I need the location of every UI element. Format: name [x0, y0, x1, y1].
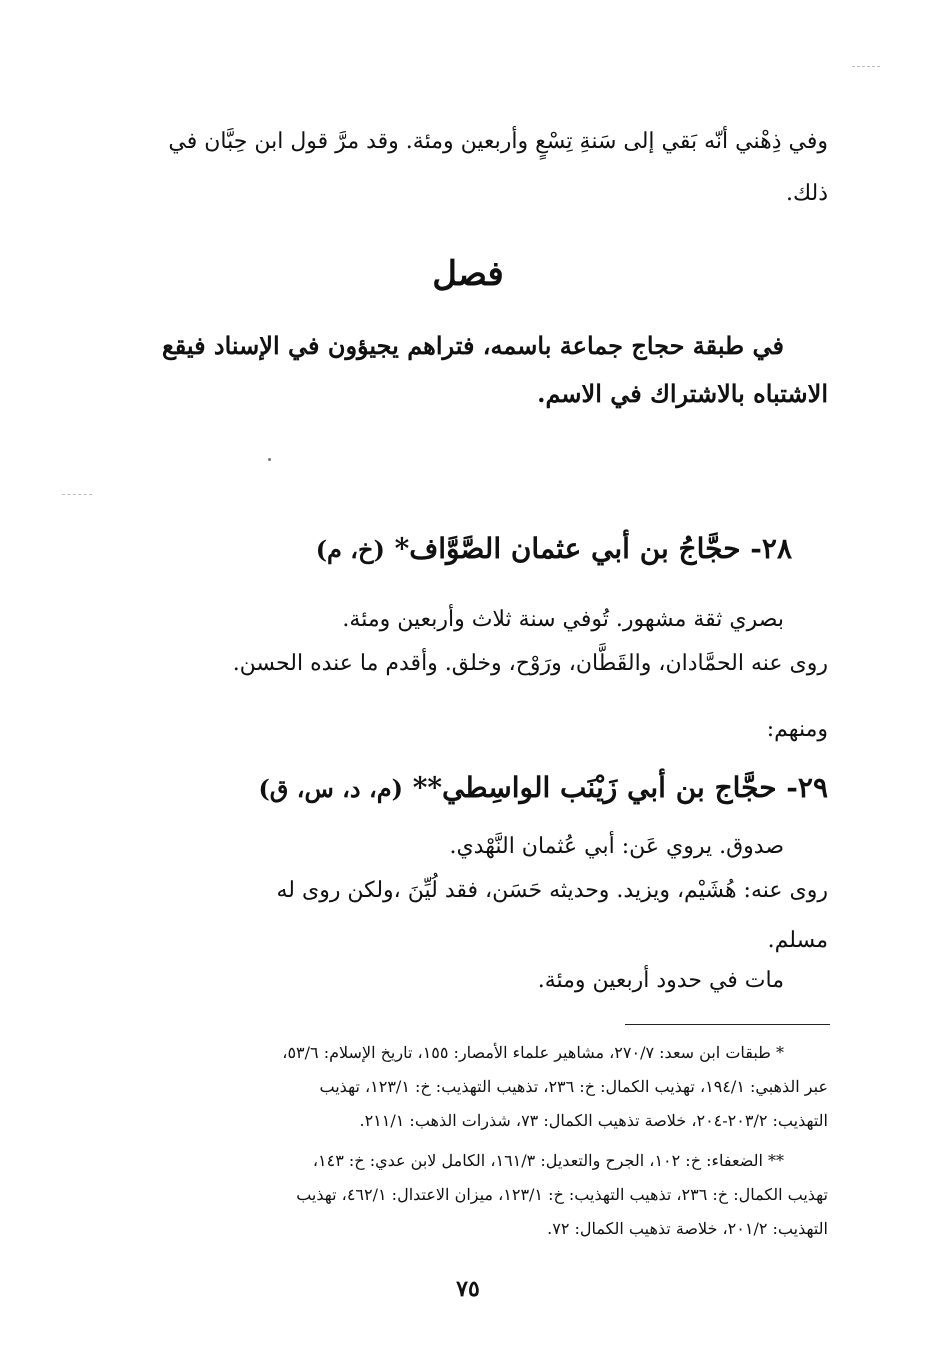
footnote-2-line2: تهذيب الكمال: خ: ٢٣٦، تذهيب التهذيب: خ: ١٢٣/١، ميزان الاعتدال: ٤٦٢/١، تهذيب	[296, 1185, 828, 1204]
entry-28-sigla: (خ، م)	[315, 535, 385, 564]
section-intro-line2: الاشتباه بالاشتراك في الاسم.	[537, 379, 828, 408]
entry-29-line4: مات في حدود أربعين ومئة.	[537, 968, 784, 993]
top-paragraph	[160, 116, 828, 220]
scan-dot	[268, 458, 271, 461]
entry-28-line2: روى عنه الحمَّادان، والقَطَّان، ورَوْح، وخلق. وأقدم ما عنده الحسن.	[232, 651, 828, 676]
section-intro-line1: في طبقة حجاج جماعة باسمه، فتراهم يجيؤون في الإسناد فيقع	[161, 331, 784, 360]
section-title: فصل	[432, 254, 504, 294]
footnote-1-line3: التهذيب: ٢٠٣/٢-٢٠٤، خلاصة تذهيب الكمال: ٧٣، شذرات الذهب: ٢١١/١.	[359, 1111, 828, 1130]
footnote-2-line3: التهذيب: ٢٠١/٢، خلاصة تذهيب الكمال: ٧٢.	[547, 1219, 828, 1238]
entry-28	[160, 527, 828, 684]
entry-28-title: ٢٨- حجَّاجُ بن أبي عثمان الصَّوَّاف*	[394, 532, 792, 565]
footnote-2-line1: ** الضعفاء: خ: ١٠٢، الجرح والتعديل: ١٦١/٣، الكامل لابن عدي: خ: ١٤٣،	[312, 1151, 784, 1170]
entry-29-sigla: (م، د، س، ق)	[258, 774, 403, 803]
entry-29-line3: مسلم.	[767, 928, 828, 953]
entry-29-title: ٢٩- حجَّاج بن أبي زَيْنَب الواسِطي**	[412, 771, 828, 804]
entry-29-line1: صدوق. يروي عَن: أبي عُثمان النَّهْدي.	[449, 834, 784, 859]
scan-mark	[852, 66, 880, 67]
footnote-1-line1: * طبقات ابن سعد: ٢٧٠/٧، مشاهير علماء الأمصار: ١٥٥، تاريخ الإسلام: ٥٣/٦،	[282, 1043, 784, 1062]
top-paragraph-line2: ذلك.	[785, 181, 828, 206]
entry-29	[160, 766, 828, 1001]
entry-28-heading	[160, 527, 828, 572]
footnote-2	[160, 1144, 828, 1246]
page-number: ٧٥	[456, 1276, 480, 1302]
entry-29-heading	[160, 766, 828, 811]
footnote-1-line2: عبر الذهبي: ١٩٤/١، تهذيب الكمال: خ: ٢٣٦، تذهيب التهذيب: خ: ١٢٣/١، تهذيب	[319, 1077, 828, 1096]
transition-text: ومنهم:	[766, 717, 828, 742]
entry-28-line1: بصري ثقة مشهور. تُوفي سنة ثلاث وأربعين ومئة.	[342, 607, 784, 632]
footnote-separator	[625, 1024, 830, 1025]
footnotes	[160, 1036, 828, 1246]
entry-29-line2: روى عنه: هُشَيْم، ويزيد. وحديثه حَسَن، فقد لُيِّنَ ،ولكن روى له	[276, 878, 828, 903]
top-paragraph-line1: وفي ذِهْني أنّه بَقي إلى سَنةِ تِسْعٍ وأربعين ومئة. وقد مرَّ قول ابن حِبَّان في	[168, 129, 828, 154]
scan-mark	[62, 494, 92, 495]
section-intro	[160, 322, 828, 418]
footnote-1	[160, 1036, 828, 1138]
